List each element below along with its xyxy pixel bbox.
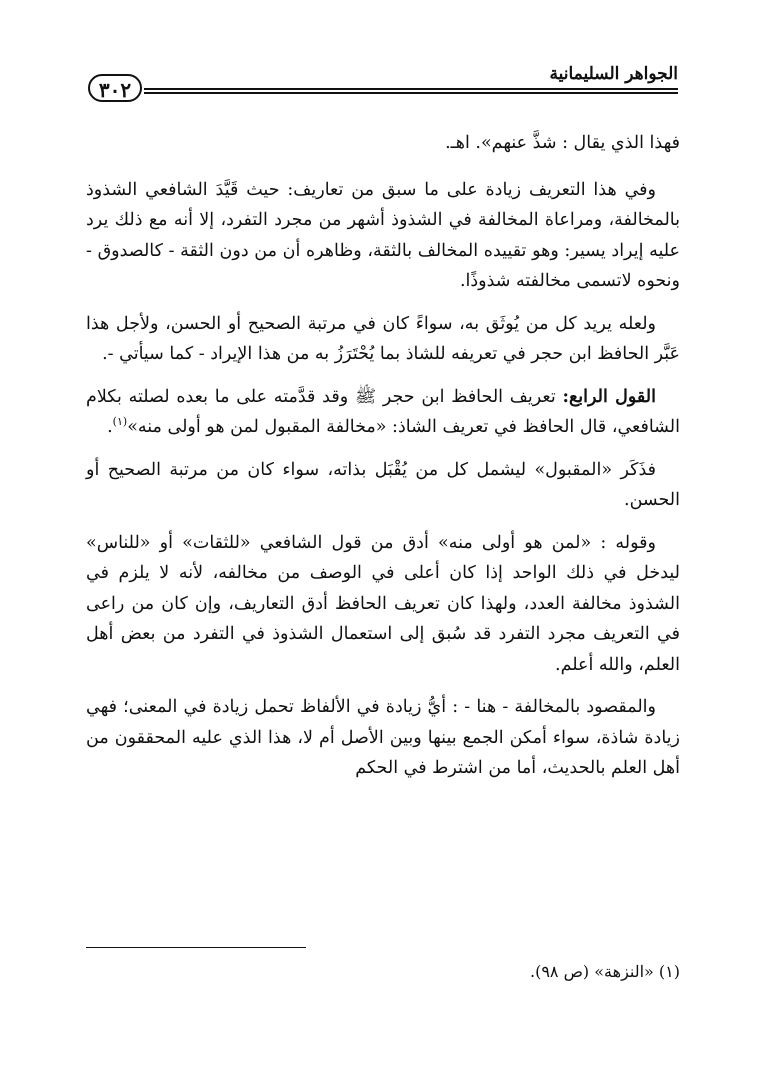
paragraph-1: فهذا الذي يقال : شذَّ عنهم». اهـ. bbox=[445, 133, 680, 153]
paragraph-2: وفي هذا التعريف زيادة على ما سبق من تعاريف: حيث قَيَّدَ الشافعي الشذوذ بالمخالفة، ومراعاة المخالفة في الشذوذ أشهر من مجرد التفرد، إلا أنه مع ذلك يرد عليه إيراد يسير: وهو تقييده المخالف بالثقة، وظاهره أن من دون الثقة - كالصدوق - ونحوه لاتسمى مخالفته شذوذًا. bbox=[86, 179, 680, 291]
page-number: ٣٠٢ bbox=[88, 74, 142, 102]
paragraph-4: القول الرابع: تعريف الحافظ ابن حجر ﷺ وقد قدَّمته على ما بعده لصلته بكلام الشافعي، قال الحافظ في تعريف الشاذ: «مخالفة المقبول لمن هو أولى منه»$^{(١)}$. bbox=[86, 386, 680, 437]
section-heading: القول الرابع: bbox=[562, 386, 656, 407]
book-title: الجواهر السليمانية bbox=[549, 64, 678, 84]
paragraph-6: وقوله : «لمن هو أولى منه» أدق من قول الشافعي «للثقات» أو «للناس» ليدخل في ذلك الواحد إذا كان أعلى في الوصف من مخالفه، لأنه لا يلزم في الشذوذ مخالفة العدد، ولهذا كان تعريف الحافظ أدق التعاريف، وإن كان من راعى في التعريف مجرد التفرد قد سُبق إلى استعمال الشذوذ في التفرد من بعض أهل العلم، والله أعلم. bbox=[86, 532, 680, 675]
paragraph-7: والمقصود بالمخالفة - هنا - : أيُّ زيادة في الألفاظ تحمل زيادة في المعنى؛ فهي زيادة شاذة، سواء أمكن الجمع بينها وبين الأصل أم لا، هذا الذي عليه المحققون من أهل العلم بالحديث، أما من اشترط في الحكم bbox=[86, 697, 680, 778]
page-body bbox=[86, 128, 680, 796]
paragraph-5: فذَكَر «المقبول» ليشمل كل من يُقْبَل بذاته، سواء كان من مرتبة الصحيح أو الحسن. bbox=[86, 459, 680, 510]
footnote-separator bbox=[86, 947, 306, 948]
header-rule bbox=[144, 88, 678, 90]
footnote: (١) «النزهة» (ص ٩٨). bbox=[529, 962, 680, 981]
paragraph-3: ولعله يريد كل من يُوثَق به، سواءً كان في مرتبة الصحيح أو الحسن، ولأجل هذا عَبَّر الحافظ ابن حجر في تعريفه للشاذ بما يُحْتَرَزُ به من هذا الإيراد - كما سيأتي -. bbox=[86, 313, 680, 364]
header-rule-secondary bbox=[144, 92, 678, 94]
page-header bbox=[88, 62, 678, 102]
footnote-reference: (١) bbox=[112, 415, 128, 429]
paragraph-4-text: تعريف الحافظ ابن حجر ﷺ وقد قدَّمته على ما بعده لصلته بكلام الشافعي، قال الحافظ في تعريف الشاذ: «مخالفة المقبول لمن هو أولى منه» bbox=[86, 386, 680, 437]
